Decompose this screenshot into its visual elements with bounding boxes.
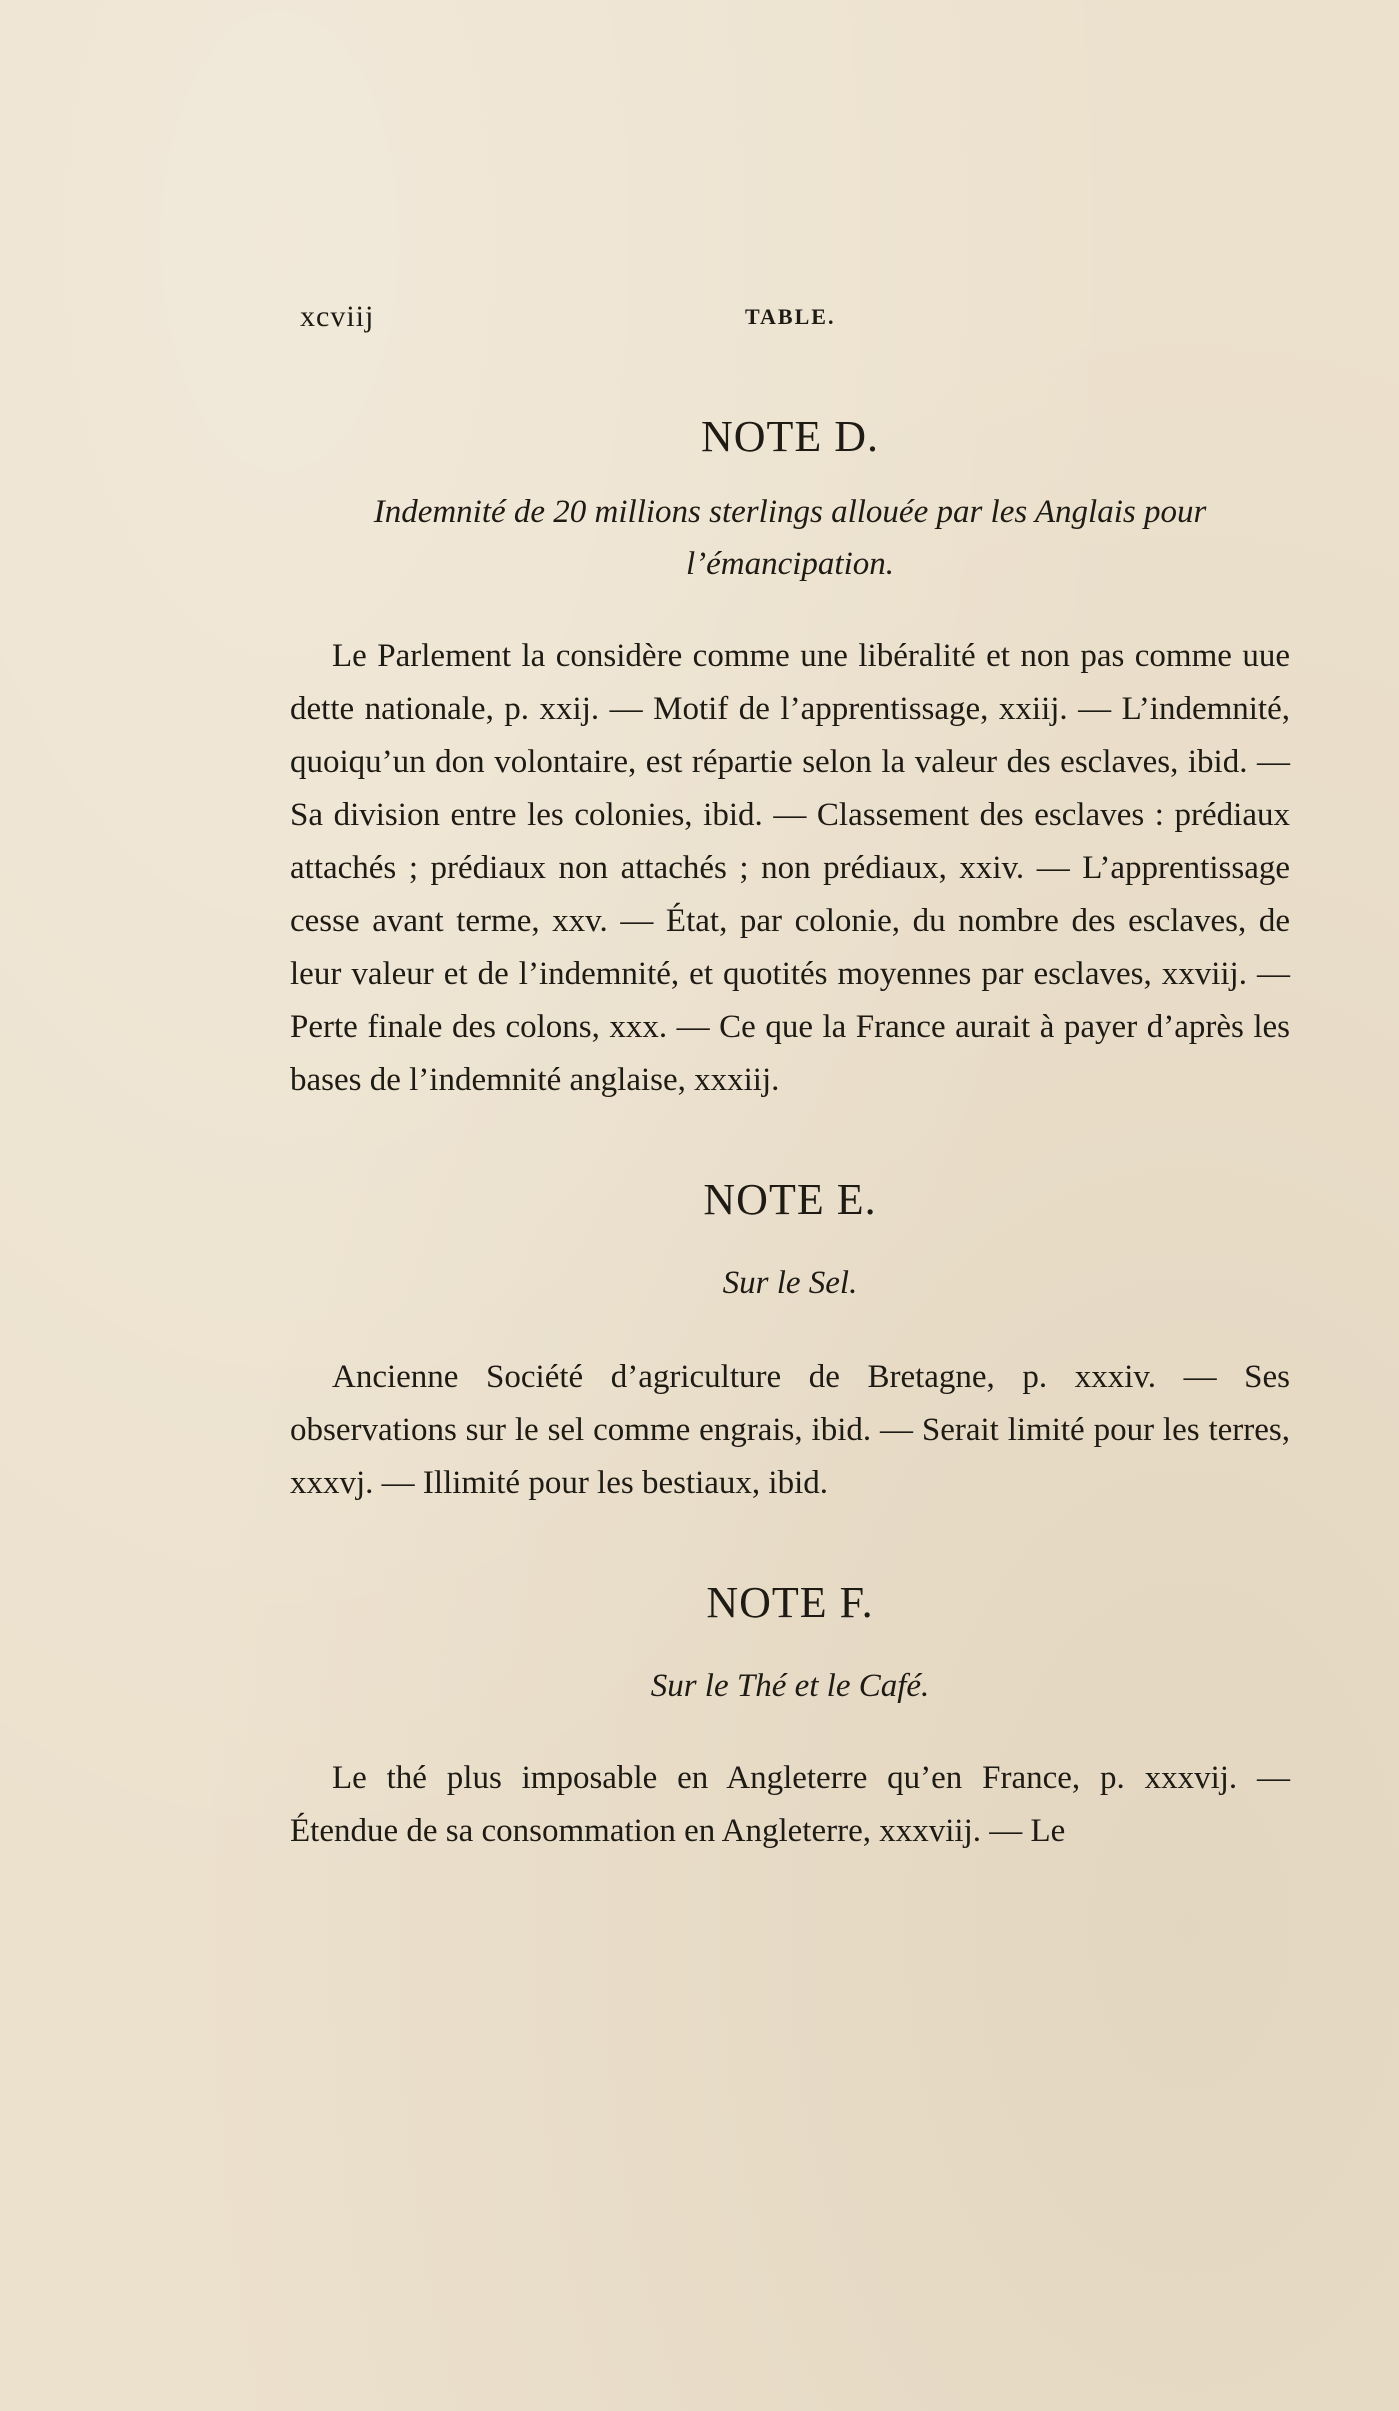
note-f-subtitle: Sur le Thé et le Café. <box>650 1668 930 1704</box>
note-f-section <box>290 1576 1290 1858</box>
note-d-subtitle: Indemnité de 20 millions sterlings allouée par les Anglais pour l’émancipation. <box>373 494 1207 582</box>
note-e-subtitle: Sur le Sel. <box>722 1265 858 1301</box>
note-e-text: Ancienne Société d’agriculture de Bretagne, p. xxxiv. — Ses observations sur le sel comme engrais, ibid. — Serait limité pour les terres, xxxvj. — Illimité pour les bestiaux, ibid. <box>290 1359 1290 1501</box>
table-of-contents-body <box>290 410 1290 1858</box>
note-d-title: NOTE D. <box>700 412 880 461</box>
running-head: TABLE. <box>745 304 836 329</box>
note-e-section <box>290 1173 1290 1510</box>
note-d-section <box>290 410 1290 1107</box>
note-f-text: Le thé plus imposable en Angleterre qu’en France, p. xxxvij. — Étendue de sa consommation en Angleterre, xxxviij. — Le <box>290 1760 1290 1849</box>
note-e-title: NOTE E. <box>703 1175 877 1224</box>
page-number: xcviij <box>300 300 375 333</box>
note-f-title: NOTE F. <box>706 1578 874 1627</box>
note-d-text: Le Parlement la considère comme une libéralité et non pas comme uue dette nationale, p. xxij. — Motif de l’apprentissage, xxiij. — L’indemnité, quoiqu’un don volontaire, est répartie selon la valeur des esclaves, ibid. — Sa division entre les colonies, ibid. — Classement des esclaves : prédiaux attachés ; prédiaux non attachés ; non prédiaux, xxiv. — L’apprentissage cesse avant terme, xxv. — État, par colonie, du nombre des esclaves, de leur valeur et de l’indemnité, et quotités moyennes par esclaves, xxviij. — Perte finale des colons, xxx. — Ce que la France aurait à payer d’après les bases de l’indemnité anglaise, xxxiij. <box>290 638 1290 1098</box>
page-header <box>300 300 860 340</box>
